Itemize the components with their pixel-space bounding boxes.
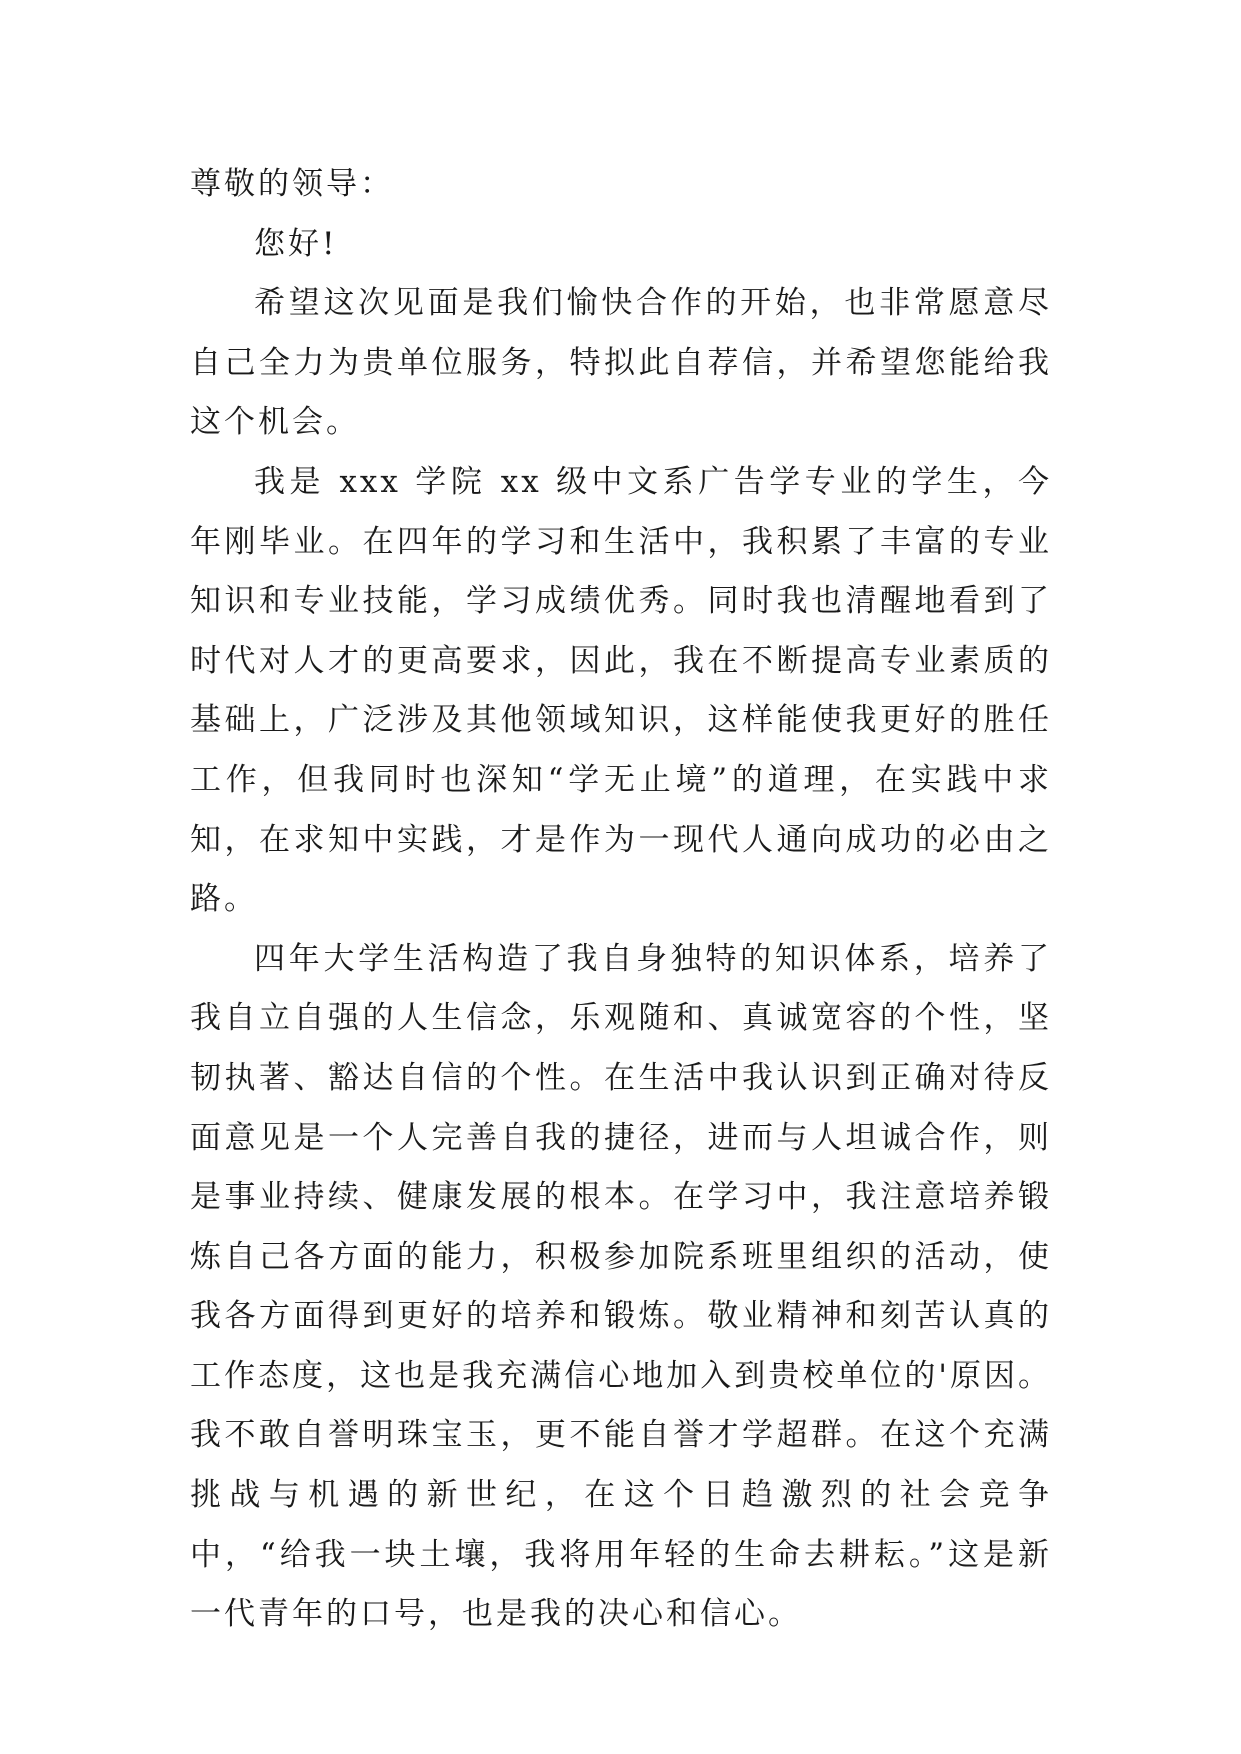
paragraph-intro: 希望这次见面是我们愉快合作的开始，也非常愿意尽自己全力为贵单位服务，特拟此自荐信，并希望您能给我这个机会。	[190, 285, 1052, 441]
paragraph-personal-qualities: 四年大学生活构造了我自身独特的知识体系，培养了我自立自强的人生信念，乐观随和、真诚宽容的个性，坚韧执著、豁达自信的个性。在生活中我认识到正确对待反面意见是一个人完善自我的捷径，进而与人坦诚合作，则是事业持续、健康发展的根本。在学习中，我注意培养锻炼自己各方面的能力，积极参加院系班里组织的活动，使我各方面得到更好的培养和锻炼。敬业精神和刻苦认真的工作态度，这也是我充满信心地加入到贵校单位的'原因。我不敢自誉明珠宝玉，更不能自誉才学超群。在这个充满挑战与机遇的新世纪，在这个日趋激烈的社会竞争中，“给我一块土壤，我将用年轻的生命去耕耘。”这是新一代青年的口号，也是我的决心和信心。	[190, 940, 1052, 1633]
greeting: 您好!	[254, 225, 338, 262]
salutation: 尊敬的领导：	[190, 166, 394, 202]
paragraph-education: 我是 xxx 学院 xx 级中文系广告学专业的学生，今年刚毕业。在四年的学习和生活中，我积累了丰富的专业知识和专业技能，学习成绩优秀。同时我也清醒地看到了时代对人才的更高要求，因此，我在不断提高专业素质的基础上，广泛涉及其他领域知识，这样能使我更好的胜任工作，但我同时也深知“学无止境”的道理，在实践中求知，在求知中实践，才是作为一现代人通向成功的必由之路。	[190, 463, 1052, 918]
letter-body	[190, 155, 1052, 1645]
